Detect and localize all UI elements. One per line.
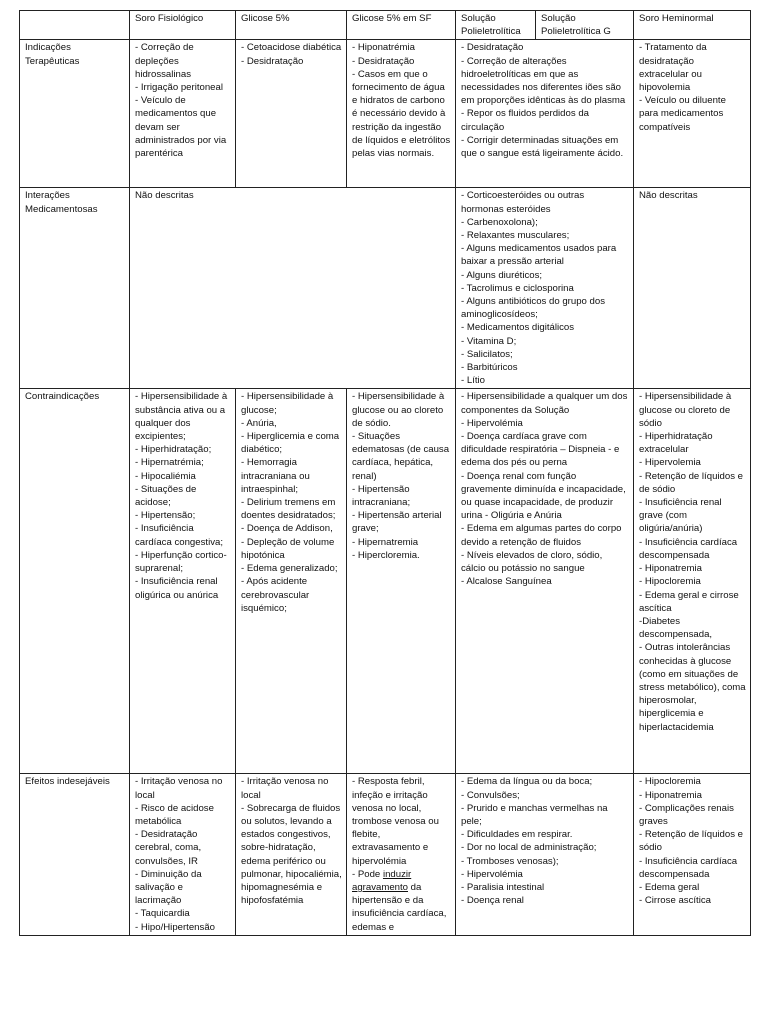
list-item: - Veículo ou diluente para medicamentos compatíveis	[639, 95, 726, 133]
list-item: - Doença renal com função gravemente diminuída e incapacidade, ou quase incapacidade, de produzir urina - Oligúria e Anúria	[461, 470, 626, 522]
list-item: - Barbitúricos	[461, 362, 518, 374]
pode-induzir-line	[352, 869, 446, 933]
list-item: - Irritação venosa no local	[135, 776, 223, 801]
list-item: - Tacrolimus e ciclosporina	[461, 282, 574, 294]
list-item: - Hiponatremia	[639, 789, 702, 801]
header-polieletrolitica: Solução Polieletrolítica	[456, 11, 536, 40]
list-item: - Hipercloremia.	[352, 549, 420, 561]
cell-efeitos-heminormal	[634, 774, 751, 935]
row-label-interacoes: Interações Medicamentosas	[20, 188, 130, 389]
cell-contraindicacoes-glicose5-sf	[347, 389, 456, 774]
cell-interacoes-nao-descritas: Não descritas	[130, 188, 456, 389]
list-item: - Convulsões;	[461, 789, 520, 801]
cell-contraindicacoes-glicose5	[236, 389, 347, 774]
induzir-agravamento-text: induzir agravamento	[352, 868, 412, 894]
list-item: - Insuficiência renal oligúrica ou anúrica	[135, 576, 219, 601]
cell-indicacoes-heminormal	[634, 40, 751, 188]
list-item: - Desidratação cerebral, coma, convulsões, IR	[135, 829, 202, 867]
cell-efeitos-polieletrolitica	[456, 774, 634, 935]
list-item: - Edema geral e cirrose ascítica	[639, 589, 739, 614]
list-item: - Doença renal	[461, 895, 524, 907]
list-item: - Irrigação peritoneal	[135, 82, 223, 94]
list-item: - Hemorragia intracraniana ou intraespinhal;	[241, 457, 310, 495]
list-item: - Insuficiência cardíaca congestiva;	[135, 523, 223, 548]
cell-indicacoes-polieletrolitica	[456, 40, 634, 188]
list-item: - Hiponatremia	[639, 563, 702, 575]
row-contraindicacoes	[20, 389, 751, 774]
list-item: - Corticoesteróides ou outras hormonas esteróides	[461, 190, 585, 215]
list-item: - Desidratação	[241, 55, 304, 67]
list-item: - Prurido e manchas vermelhas na pele;	[461, 802, 608, 828]
list-item: - Lítio	[461, 375, 485, 387]
cell-indicacoes-glicose5-sf	[347, 40, 456, 188]
list-item: - Complicações renais graves	[639, 802, 734, 828]
list-item: - Hipersensibilidade à glucose;	[241, 391, 334, 416]
list-item: - Relaxantes musculares;	[461, 230, 570, 242]
list-item: - Edema generalizado;	[241, 563, 338, 575]
list-item: - Doença cardíaca grave com dificuldade respiratória – Dispneia - e edema dos pés ou perna	[461, 431, 620, 469]
list-item: - Resposta febril, infeção e irritação venosa no local, trombose venosa ou flebite, extravasamento e hipervolémia	[352, 776, 439, 867]
row-label-contraindicacoes: Contraindicações	[20, 389, 130, 774]
header-heminormal: Soro Heminormal	[634, 11, 751, 40]
list-item: - Edema geral	[639, 882, 700, 894]
list-item: - Hiperfunção cortico-suprarenal;	[135, 549, 227, 575]
list-item: - Insuficiência renal grave (com oligúria/anúria)	[639, 497, 722, 535]
list-item: - Alguns medicamentos usados para baixar a pressão arterial	[461, 243, 617, 268]
list-item: - Hipersensibilidade à glucose ou ao cloreto de sódio.	[352, 391, 445, 429]
header-row	[20, 11, 751, 40]
header-glicose5: Glicose 5%	[236, 11, 347, 40]
list-item: - Hiperhidratação extracelular	[639, 431, 713, 456]
list-item: - Correção de depleções hidrossalinas	[135, 42, 194, 80]
list-item: - Hipervolémia	[461, 417, 523, 429]
list-item: - Hipertensão intracraniana;	[352, 483, 411, 509]
pode-rest-text: da hipertensão e da insuficiência cardíaca, edemas e	[352, 882, 447, 933]
list-item: - Hipernatrémia;	[135, 457, 204, 469]
list-item: - Hipertensão;	[135, 510, 196, 522]
list-item: - Retenção de líquidos e de sódio	[639, 470, 743, 495]
cell-efeitos-glicose5	[236, 774, 347, 935]
header-polieletrolitica-g: Solução Polieletrolítica G	[536, 11, 634, 40]
list-item: - Edema da língua ou da boca;	[461, 776, 593, 788]
list-item: - Tratamento da desidratação extracelular ou hipovolemia	[639, 42, 707, 94]
list-item: - Dor no local de administração;	[461, 842, 597, 854]
list-item: - Hipersensibilidade a qualquer um dos componentes da Solução	[461, 391, 628, 416]
list-item: - Dificuldades em respirar.	[461, 829, 573, 841]
list-item: - Hipervolémia	[461, 868, 523, 880]
list-item: - Hipervolemia	[639, 457, 701, 469]
list-item: - Risco de acidose metabólica	[135, 802, 214, 828]
list-item: - Alguns diuréticos;	[461, 269, 543, 281]
list-item: - Hipersensibilidade à substância ativa ou a qualquer dos excipientes;	[135, 391, 228, 443]
list-item: - Taquicardia	[135, 908, 190, 920]
list-item: - Hipersensibilidade à glucose ou cloreto de sódio	[639, 391, 732, 429]
list-item: - Alcalose Sanguínea	[461, 576, 552, 588]
list-item: -Diabetes descompensada,	[639, 615, 713, 641]
list-item: - Repor os fluidos perdidos da circulação	[461, 108, 589, 133]
cell-contraindicacoes-polieletrolitica	[456, 389, 634, 774]
list-item: - Hipocaliémia	[135, 470, 196, 482]
list-item: - Paralisia intestinal	[461, 882, 545, 894]
list-item: - Cetoacidose diabética	[241, 42, 342, 54]
list-item: - Correção de alterações hidroeletrolíticas em que as necessidades nos diferentes iões são em proporções idênticas às do plasma	[461, 55, 626, 107]
cell-indicacoes-glicose5	[236, 40, 347, 188]
header-soro-fisiologico: Soro Fisiológico	[130, 11, 236, 40]
list-item: - Corrigir determinadas situações em que o sangue está ligeiramente ácido.	[461, 134, 624, 160]
list-item: - Outras intolerâncias conhecidas à glucose (como em situações de stress metabólico), coma hiperosmolar, hiperglicemia e hiperlactacidemia	[639, 642, 746, 733]
list-item: - Níveis elevados de cloro, sódio, cálcio ou potássio no sangue	[461, 549, 603, 575]
list-item: - Retenção de líquidos e sódio	[639, 829, 743, 854]
list-item: - Situações de acidose;	[135, 483, 197, 509]
header-blank	[20, 11, 130, 40]
list-item: - Hiperglicemia e coma diabético;	[241, 431, 340, 456]
list-item: - Delirium tremens em doentes desidratados;	[241, 497, 336, 522]
list-item: - Veículo de medicamentos que devam ser administrados por via parentérica	[135, 95, 227, 160]
list-item: - Hipocloremia	[639, 576, 701, 588]
pode-text: - Pode	[352, 868, 381, 880]
list-item: - Irritação venosa no local	[241, 776, 329, 801]
list-item: - Depleção de volume hipotónica	[241, 536, 335, 561]
list-item: - Salicilatos;	[461, 348, 513, 360]
list-item: - Anúria,	[241, 417, 277, 429]
list-item: - Tromboses venosas);	[461, 855, 559, 867]
list-item: - Insuficiência cardíaca descompensada	[639, 536, 738, 561]
header-glicose5-sf: Glicose 5% em SF	[347, 11, 456, 40]
cell-indicacoes-soro-fisiologico	[130, 40, 236, 188]
list-item: - Hipocloremia	[639, 776, 701, 788]
list-item: - Edema em algumas partes do corpo devido a retenção de fluidos	[461, 523, 622, 548]
list-item: - Após acidente cerebrovascular isquémico;	[241, 576, 310, 614]
list-item: - Carbenoxolona);	[461, 216, 538, 228]
list-item: - Hipernatremia	[352, 536, 419, 548]
medication-comparison-table	[19, 10, 751, 936]
list-item: - Alguns antibióticos do grupo dos aminoglicosídeos;	[461, 296, 605, 321]
cell-efeitos-glicose5-sf	[347, 774, 456, 935]
cell-interacoes-polieletrolitica	[456, 188, 634, 389]
row-interacoes	[20, 188, 751, 389]
row-indicacoes	[20, 40, 751, 188]
list-item: - Desidratação	[352, 55, 415, 67]
list-item: - Hipertensão arterial grave;	[352, 510, 442, 535]
cell-interacoes-heminormal: Não descritas	[634, 188, 751, 389]
list-item: - Desidratação	[461, 42, 524, 54]
list-item: - Insuficiência cardíaca descompensada	[639, 855, 738, 880]
list-item: - Cirrose ascítica	[639, 895, 711, 907]
list-item: - Casos em que o fornecimento de água e hidratos de carbono é necessário devido à restrição da ingestão de líquidos e eletrólitos pelas vias normais.	[352, 68, 451, 160]
list-item: - Situações edematosas (de causa cardíaca, hepática, renal)	[352, 431, 450, 482]
list-item: - Sobrecarga de fluidos ou solutos, levando a estados congestivos, sobre-hidratação, edema periférico ou pulmonar, hipocaliémia, hipomagnesémia e hipofosfatémia	[241, 802, 342, 907]
list-item: - Hiponatrémia	[352, 42, 415, 54]
list-item: - Hipo/Hipertensão	[135, 921, 215, 933]
row-label-indicacoes: Indicações Terapêuticas	[20, 40, 130, 188]
list-item: - Vitamina D;	[461, 335, 517, 347]
list-item: - Diminuição da salivação e lacrimação	[135, 868, 202, 907]
row-label-efeitos: Efeitos indesejáveis	[20, 774, 130, 935]
list-item: - Doença de Addison,	[241, 523, 333, 535]
cell-contraindicacoes-soro-fisiologico	[130, 389, 236, 774]
cell-efeitos-soro-fisiologico	[130, 774, 236, 935]
list-item: - Medicamentos digitálicos	[461, 322, 575, 334]
cell-contraindicacoes-heminormal	[634, 389, 751, 774]
row-efeitos	[20, 774, 751, 935]
list-item: - Hiperhidratação;	[135, 444, 212, 456]
